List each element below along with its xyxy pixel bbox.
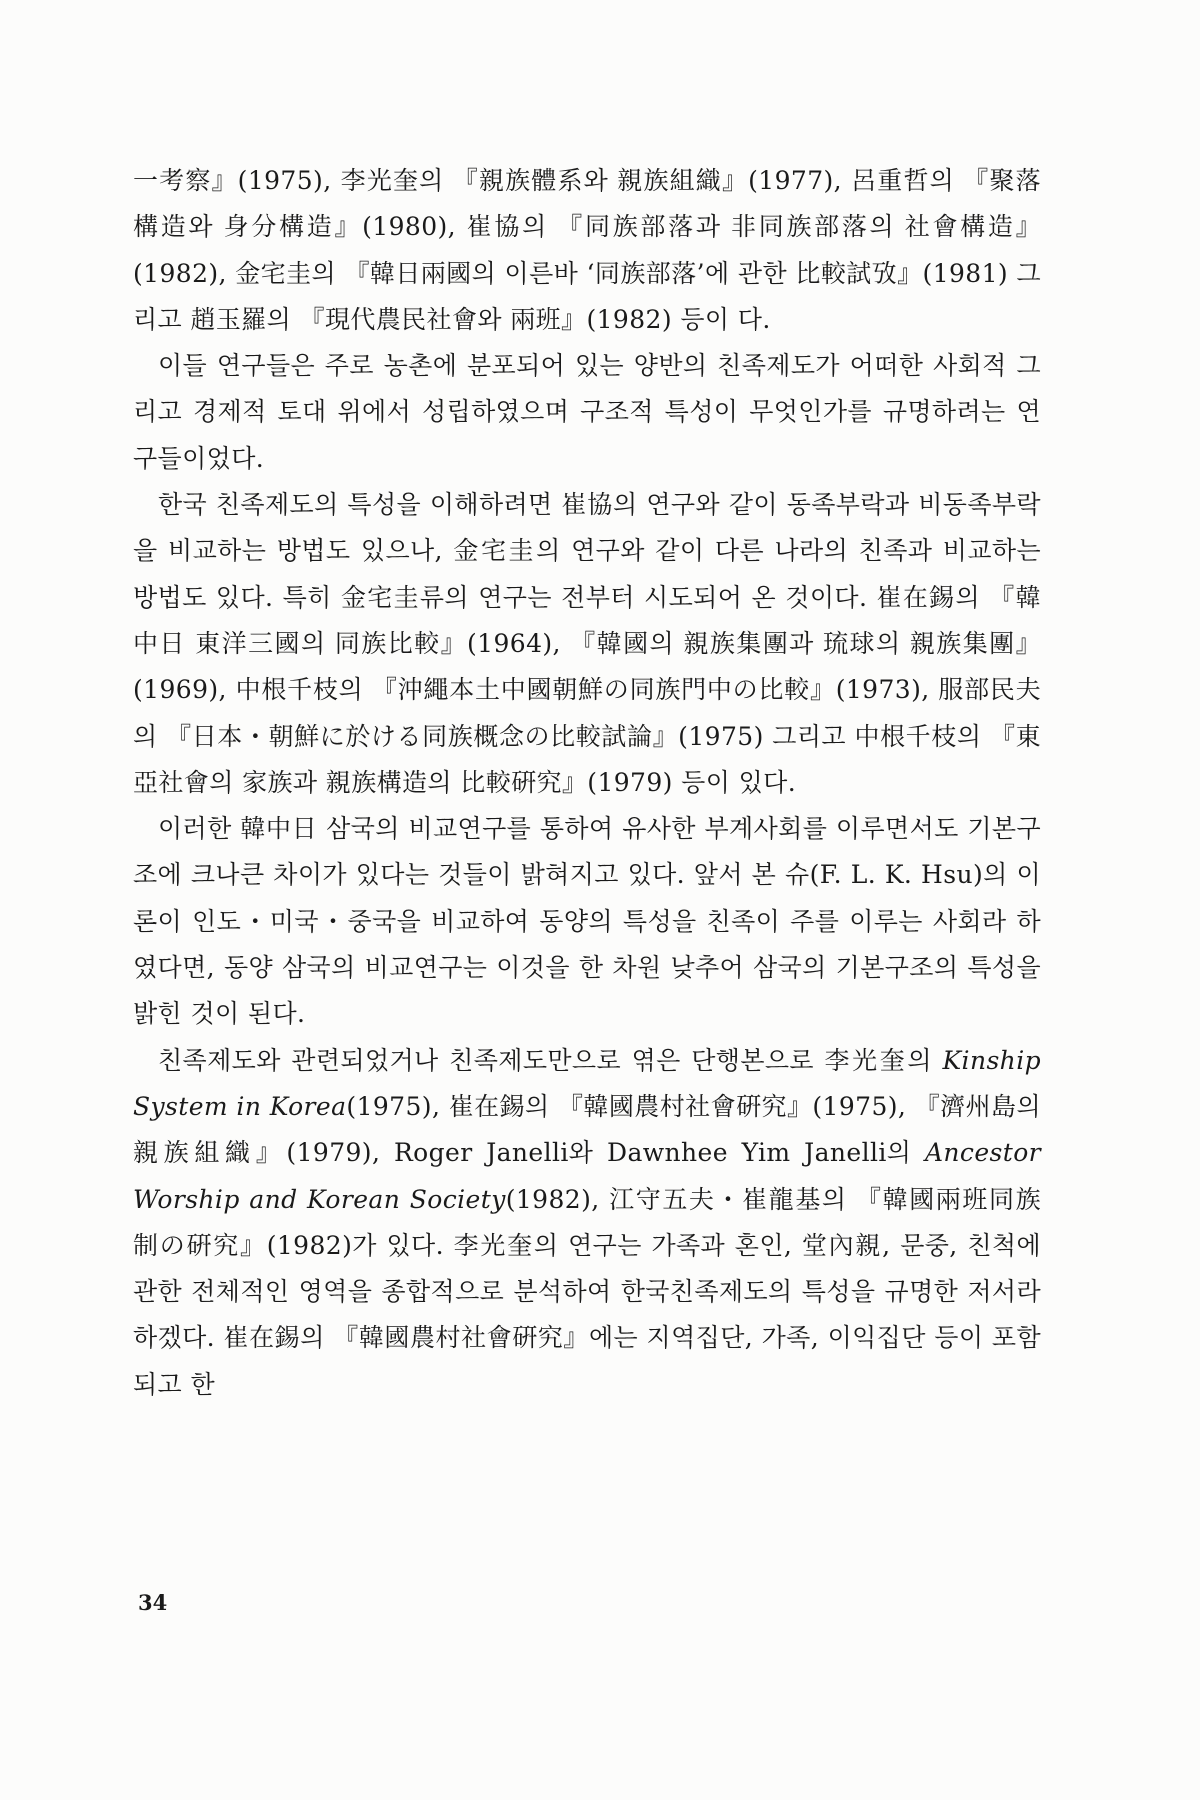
page-number: 34: [138, 1590, 168, 1615]
paragraph: [133, 806, 1041, 1037]
paragraph: [133, 343, 1041, 482]
paragraph: [133, 482, 1041, 806]
paragraph: [133, 158, 1041, 343]
body-text: [133, 158, 1041, 1408]
text-segment: 이들 연구들은 주로 농촌에 분포되어 있는 양반의 친족제도가 어떠한 사회적 그리고 경제적 토대 위에서 성립하였으며 구조적 특성이 무엇인가를 규명하려는 연구들이었다.: [133, 351, 1041, 473]
text-segment: 한국 친족제도의 특성을 이해하려면 崔協의 연구와 같이 동족부락과 비동족부락을 비교하는 방법도 있으나, 金宅圭의 연구와 같이 다른 나라의 친족과 비교하는 방법도 있다. 특히 金宅圭류의 연구는 전부터 시도되어 온 것이다. 崔在錫의 『韓中日 東洋三國의 同族比較』(1964), 『韓國의 親族集團과 琉球의 親族集團』(1969), 中根千枝의 『沖繩本土中國朝鮮の同族門中の比較』(1973), 服部民夫의 『日本・朝鮮に於ける同族概念の比較試論』(1975) 그리고 中根千枝의 『東亞社會의 家族과 親族構造의 比較硏究』(1979) 등이 있다.: [133, 490, 1041, 797]
text-segment: 이러한 韓中日 삼국의 비교연구를 통하여 유사한 부계사회를 이루면서도 기본구조에 크나큰 차이가 있다는 것들이 밝혀지고 있다. 앞서 본 슈(F. L. K. Hsu)의 이론이 인도・미국・중국을 비교하여 동양의 특성을 친족이 주를 이루는 사회라 하였다면, 동양 삼국의 비교연구는 이것을 한 차원 낮추어 삼국의 기본구조의 특성을 밝힌 것이 된다.: [133, 814, 1041, 1029]
text-segment: (1975), 崔在錫의 『韓國農村社會硏究』(1975), 『濟州島의 親族組織』(1979), Roger Janelli와 Dawnhee Yim Janelli의: [133, 1091, 1041, 1168]
text-segment: (1982), 江守五夫・崔龍基의 『韓國兩班同族制の硏究』(1982)가 있다. 李光奎의 연구는 가족과 혼인, 堂內親, 문중, 친척에 관한 전체적인 영역을 종합적으로 분석하여 한국친족제도의 특성을 규명한 저서라 하겠다. 崔在錫의 『韓國農村社會硏究』에는 지역집단, 가족, 이익집단 등이 포함되고 한: [133, 1184, 1041, 1399]
italic-title-text: Kinship System in Korea: [133, 1045, 1041, 1121]
paragraph: [133, 1038, 1041, 1408]
italic-title-text: Ancestor Worship and Korean Society: [133, 1138, 1041, 1214]
text-segment: 一考察』(1975), 李光奎의 『親族體系와 親族組織』(1977), 呂重哲의 『聚落構造와 身分構造』(1980), 崔協의 『同族部落과 非同族部落의 社會構造』(1982), 金宅圭의 『韓日兩國의 이른바 ‘同族部落’에 관한 比較試攷』(1981) 그리고 趙玉羅의 『現代農民社會와 兩班』(1982) 등이 다.: [133, 166, 1041, 334]
text-segment: 친족제도와 관련되었거나 친족제도만으로 엮은 단행본으로 李光奎의: [158, 1045, 943, 1075]
